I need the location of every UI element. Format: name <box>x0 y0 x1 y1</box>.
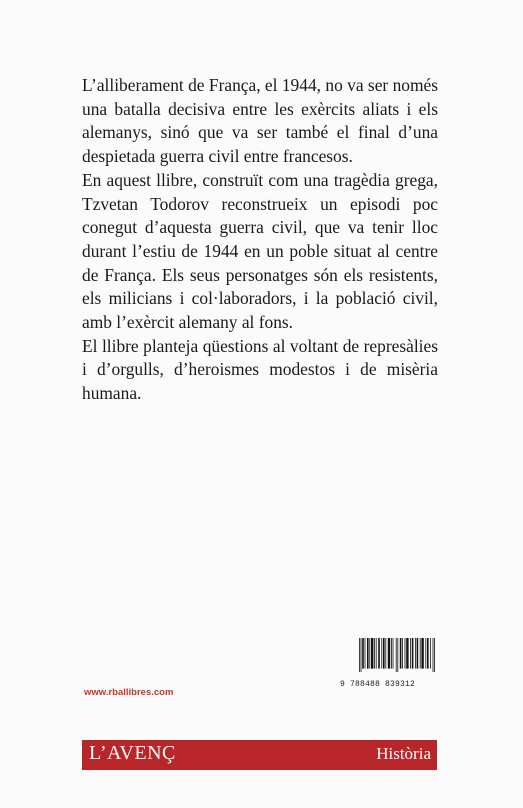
barcode-digits: 9 788488 839312 <box>340 680 416 689</box>
publisher-logo: L’AVENÇ <box>89 742 176 764</box>
blurb-paragraph: L’alliberament de França, el 1944, no va ser només una batalla decisiva entre les exèrcits aliats i els alemanys, sinó que va ser també el final d’una despietada guerra civil entre francesos. <box>82 75 438 167</box>
blurb-paragraph: El llibre planteja qüestions al voltant de represàlies i d’orgulls, d’heroismes modestos i de misèria humana. <box>82 335 438 404</box>
collection-label: Història <box>376 744 431 763</box>
publisher-website-link[interactable]: www.rballibres.com <box>84 687 174 698</box>
barcode-icon <box>359 638 435 672</box>
footer-bar <box>82 740 437 770</box>
isbn-barcode <box>353 638 435 680</box>
back-cover-blurb <box>82 74 438 406</box>
blurb-paragraph: En aquest llibre, construït com una tragèdia grega, Tzvetan Todorov reconstrueix un episodi poc conegut d’aquesta guerra civil, que va tenir lloc durant l’estiu de 1944 en un poble situat al centre de França. Els seus personatges són els resistents, els milicians i col·laboradors, i la població civil, amb l’exèrcit alemany al fons. <box>82 169 438 333</box>
